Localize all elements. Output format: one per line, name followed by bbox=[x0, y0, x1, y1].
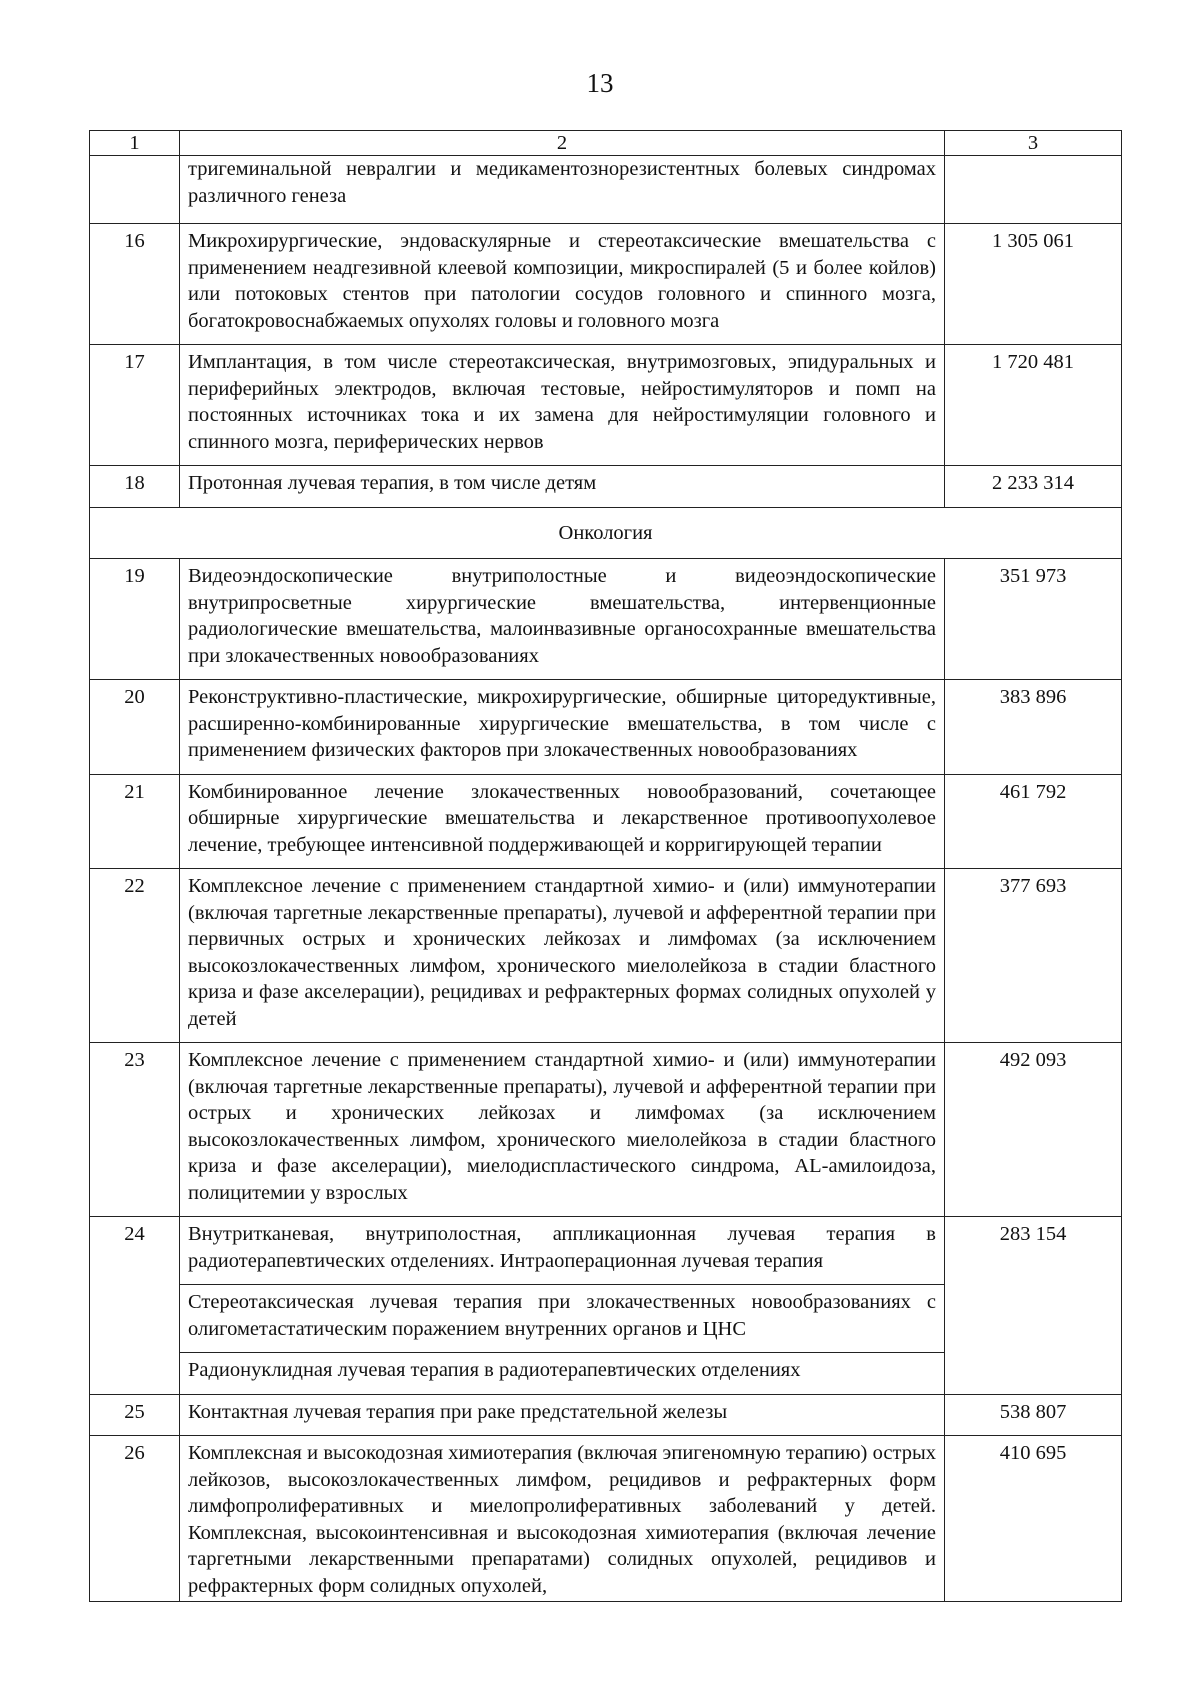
row-price: 410 695 bbox=[945, 1436, 1122, 1602]
row-description: Контактная лучевая терапия при раке предстательной железы bbox=[180, 1394, 945, 1436]
table-row bbox=[90, 224, 1122, 345]
row-number: 17 bbox=[90, 345, 180, 466]
row-price: 383 896 bbox=[945, 680, 1122, 775]
row-description: Комплексное лечение с применением стандартной химио- и (или) иммунотерапии (включая таргетные лекарственные препараты), лучевой и афферентной терапии при первичных острых и хронических лейкозах и лимфомах (за исключением высокозлокачественных лимфом, хронического миелолейкоза в стадии бластного криза и фазе акселерации), рецидивах и рефрактерных формах солидных опухолей у детей bbox=[180, 869, 945, 1043]
row-description: Комплексная и высокодозная химиотерапия (включая эпигеномную терапию) острых лейкозов, высокозлокачественных лимфом, рецидивов и рефрактерных форм лимфопролиферативных и миелопролиферативных заболеваний у детей. Комплексная, высокоинтенсивная и высокодозная химиотерапия (включая лечение таргетными лекарственными препаратами) солидных опухолей, рецидивов и рефрактерных форм солидных опухолей, bbox=[180, 1436, 945, 1602]
row-description: Микрохирургические, эндоваскулярные и стереотаксические вмешательства с применением неадгезивной клеевой композиции, микроспиралей (5 и более койлов) или потоковых стентов при патологии сосудов головного и спинного мозга, богатокровоснабжаемых опухолях головы и головного мозга bbox=[180, 224, 945, 345]
table-header-row bbox=[90, 131, 1122, 156]
row-price: 283 154 bbox=[945, 1217, 1122, 1395]
row-number: 22 bbox=[90, 869, 180, 1043]
row-description: Протонная лучевая терапия, в том числе детям bbox=[180, 466, 945, 508]
table-row bbox=[90, 1394, 1122, 1436]
row-price: 1 305 061 bbox=[945, 224, 1122, 345]
row-description: Комплексное лечение с применением стандартной химио- и (или) иммунотерапии (включая таргетные лекарственные препараты), лучевой и афферентной терапии при острых и хронических лейкозах и лимфомах (за исключением высокозлокачественных лимфом, хронического миелолейкоза в стадии бластного криза и фазе акселерации), миелодиспластического синдрома, AL-амилоидоза, полицитемии у взрослых bbox=[180, 1043, 945, 1217]
row-number: 26 bbox=[90, 1436, 180, 1602]
table-row bbox=[90, 1043, 1122, 1217]
table-row bbox=[90, 869, 1122, 1043]
row-price: 461 792 bbox=[945, 774, 1122, 869]
column-header-2: 2 bbox=[180, 131, 945, 156]
table-row bbox=[90, 1217, 1122, 1285]
row-number: 24 bbox=[90, 1217, 180, 1395]
row-price: 538 807 bbox=[945, 1394, 1122, 1436]
table-row bbox=[90, 680, 1122, 775]
table-row bbox=[90, 466, 1122, 508]
page-number: 13 bbox=[586, 68, 614, 98]
row-price: 351 973 bbox=[945, 559, 1122, 680]
row-price: 492 093 bbox=[945, 1043, 1122, 1217]
row-number: 18 bbox=[90, 466, 180, 508]
row-price: 1 720 481 bbox=[945, 345, 1122, 466]
row-number: 23 bbox=[90, 1043, 180, 1217]
column-header-3: 3 bbox=[945, 131, 1122, 156]
row-description: Реконструктивно-пластические, микрохирургические, обширные циторедуктивные, расширенно-комбинированные хирургические вмешательства, в том числе с применением физических факторов при злокачественных новообразованиях bbox=[180, 680, 945, 775]
row-number: 20 bbox=[90, 680, 180, 775]
section-title-oncology: Онкология bbox=[90, 507, 1122, 559]
row-number: 25 bbox=[90, 1394, 180, 1436]
table-row bbox=[90, 559, 1122, 680]
row-sub-description: Стереотаксическая лучевая терапия при злокачественных новообразованиях с олигометастатическим поражением внутренних органов и ЦНС bbox=[180, 1285, 945, 1353]
row-number: 21 bbox=[90, 774, 180, 869]
row-number-cell bbox=[90, 156, 180, 224]
row-description: Видеоэндоскопические внутриполостные и видеоэндоскопические внутрипросветные хирургические вмешательства, интервенционные радиологические вмешательства, малоинвазивные органосохранные вмешательства при злокачественных новообразованиях bbox=[180, 559, 945, 680]
row-price bbox=[945, 156, 1122, 224]
row-description: Комбинированное лечение злокачественных новообразований, сочетающее обширные хирургические вмешательства и лекарственное противоопухолевое лечение, требующее интенсивной поддерживающей и корригирующей терапии bbox=[180, 774, 945, 869]
table-row bbox=[90, 1436, 1122, 1602]
row-description: тригеминальной невралгии и медикаментознорезистентных болевых синдромах различного генеза bbox=[180, 156, 945, 224]
table-row-continuation bbox=[90, 156, 1122, 224]
row-description: Внутритканевая, внутриполостная, аппликационная лучевая терапия в радиотерапевтических отделениях. Интраоперационная лучевая терапия bbox=[180, 1217, 945, 1285]
column-header-1: 1 bbox=[90, 131, 180, 156]
table-row bbox=[90, 774, 1122, 869]
row-number: 16 bbox=[90, 224, 180, 345]
services-table bbox=[89, 130, 1122, 1602]
row-price: 377 693 bbox=[945, 869, 1122, 1043]
row-description: Имплантация, в том числе стереотаксическая, внутримозговых, эпидуральных и периферийных электродов, включая тестовые, нейростимуляторов и помп на постоянных источниках тока и их замена для нейростимуляции головного и спинного мозга, периферических нервов bbox=[180, 345, 945, 466]
row-sub-description: Радионуклидная лучевая терапия в радиотерапевтических отделениях bbox=[180, 1353, 945, 1395]
row-price: 2 233 314 bbox=[945, 466, 1122, 508]
row-number: 19 bbox=[90, 559, 180, 680]
section-header-row bbox=[90, 507, 1122, 559]
table-row bbox=[90, 345, 1122, 466]
